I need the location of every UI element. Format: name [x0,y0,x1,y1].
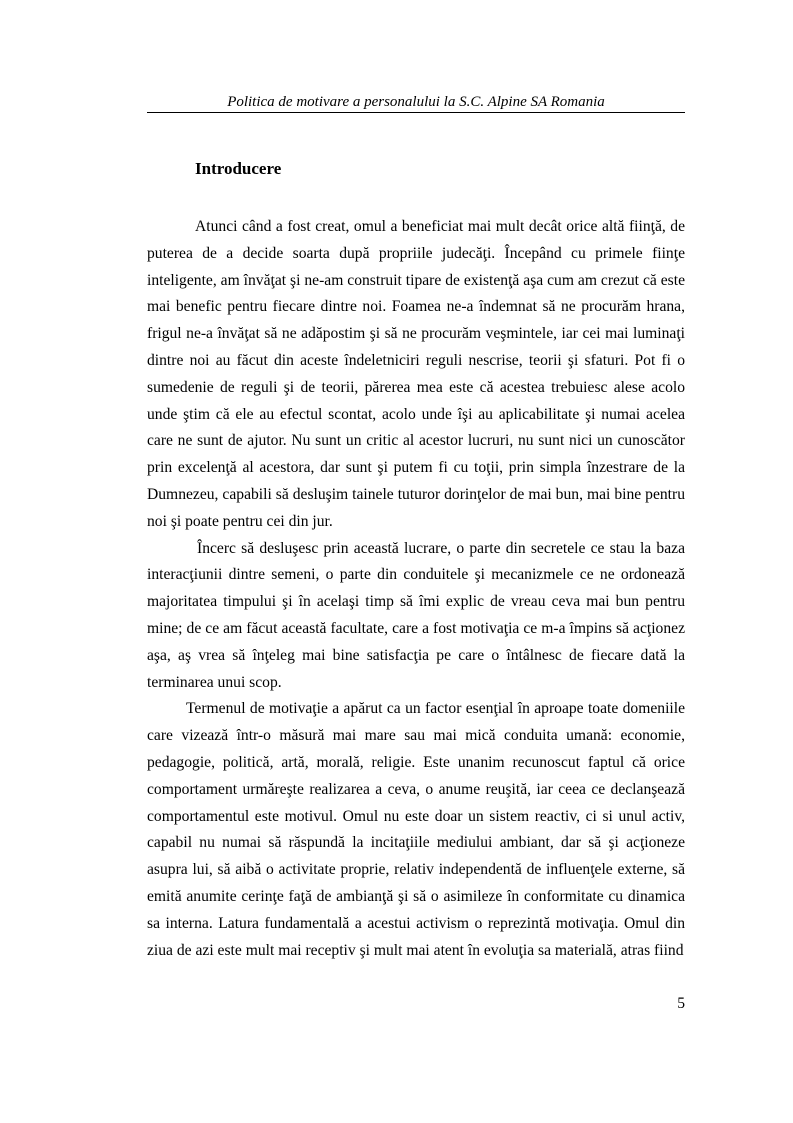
section-title: Introducere [195,159,282,178]
page-number: 5 [677,995,685,1012]
running-header: Politica de motivare a personalului la S.C. Alpine SA Romania [147,92,685,113]
paragraph-3: Termenul de motivaţie a apărut ca un factor esenţial în aproape toate domeniile care vizează într-o măsură mai mare sau mai mică conduita umană: economie, pedagogie, politică, artă, morală, religie. Este unanim recunoscut faptul că orice comportament urmăreşte realizarea a ceva, o anume reuşită, iar ceea ce declanşează comportamentul este motivul. Omul nu este doar un sistem reactiv, ci si unul activ, capabil nu numai să răspundă la incitaţiile mediului ambiant, dar să şi acţioneze asupra lui, să aibă o activitate proprie, relativ independentă de influenţele externe, să emită anumite cerinţe faţă de ambianţă şi să o asimileze în conformitate cu dinamica sa interna. Latura fundamentală a acestui activism o reprezintă motivaţia. Omul din ziua de azi este mult mai receptiv şi mult mai atent în evoluţia sa materială, atras fiind [147,700,685,959]
paragraph-1: Atunci când a fost creat, omul a beneficiat mai mult decât orice altă fiinţă, de puterea de a decide soarta după propriile judecăţi. Începând cu primele fiinţe inteligente, am învăţat şi ne-am construit tipare de existenţă aşa cum am crezut că este mai benefic pentru fiecare dintre noi. Foamea ne-a îndemnat să ne procurăm hrana, frigul ne-a învăţat să ne adăpostim şi să ne procurăm veşmintele, iar cei mai luminaţi dintre noi au făcut din aceste îndeletniciri reguli nescrise, teorii şi sfaturi. Pot fi o sumedenie de reguli şi de teorii, părerea mea este că acestea trebuiesc alese acolo unde ştim că ele au efectul scontat, acolo unde îşi au aplicabilitate şi numai acelea care ne sunt de ajutor. Nu sunt un critic al acestor lucruri, nu sunt nici un cunoscător prin excelenţă al acestora, dar sunt şi putem fi cu toţii, prin simpla înzestrare de la Dumnezeu, capabili să desluşim tainele tuturor dorinţelor de mai bun, mai bine pentru noi şi poate pentru cei din jur. [147,218,685,530]
body-text [147,214,685,964]
paragraph-2: Încerc să desluşesc prin această lucrare, o parte din secretele ce stau la baza interacţiunii dintre semeni, o parte din conduitele şi mecanizmele ce ne ordonează majoritatea timpului şi în acelaşi timp să îmi explic de vreau ceva mai bun pentru mine; de ce am făcut această facultate, care a fost motivaţia ce m-a împins să acţionez aşa, aş vrea să înţeleg mai bine satisfacţia pe care o întâlnesc de fiecare dată la terminarea unui scop. [147,539,685,691]
